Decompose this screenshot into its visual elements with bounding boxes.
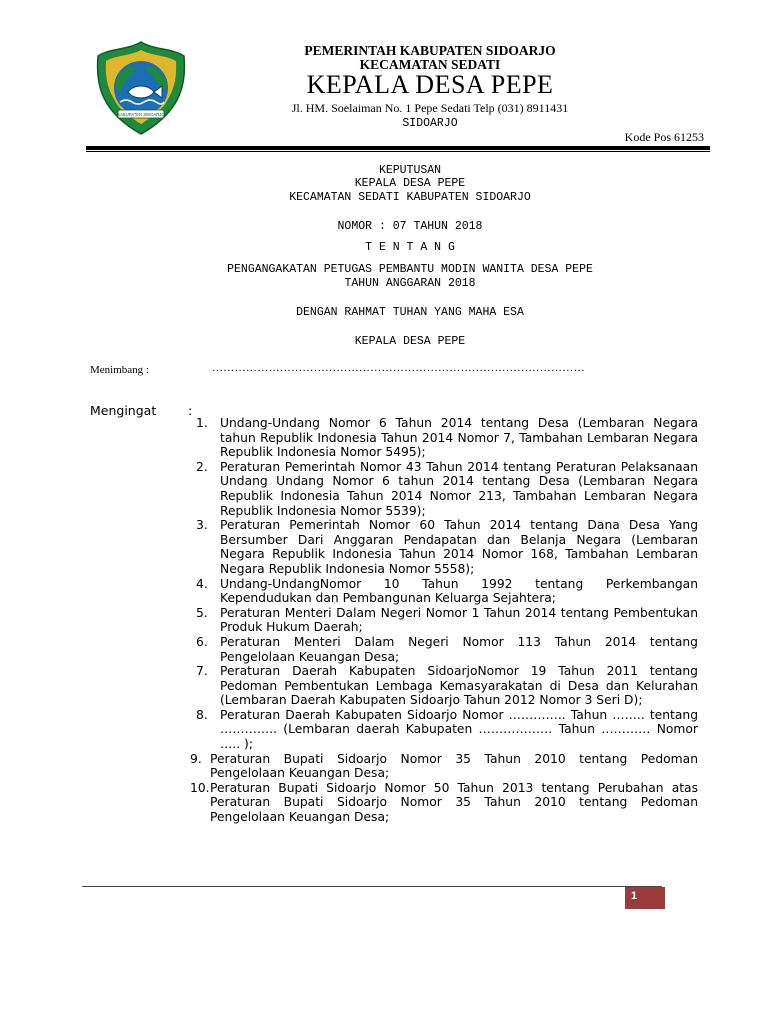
decision-signatory: KEPALA DESA PEPE bbox=[354, 335, 466, 348]
remembering-label: Mengingat bbox=[90, 403, 157, 418]
letterhead-district: KECAMATAN SEDATI bbox=[359, 57, 501, 72]
considering-label: Menimbang : bbox=[90, 364, 149, 376]
page-number-badge: 1 bbox=[625, 887, 665, 909]
list-item-text: Peraturan Bupati Sidoarjo Nomor 50 Tahun 2013 tentang Perubahan atas Peraturan Bupati Sidoarjo Nomor 35 Tahun 2010 tentang Pedoman Pengelolaan Keuangan Desa; bbox=[210, 780, 698, 825]
list-item-text: Peraturan Menteri Dalam Negeri Nomor 1 Tahun 2014 tentang Pembentukan Produk Hukum Daerah; bbox=[220, 605, 698, 635]
legal-basis-list bbox=[190, 416, 698, 825]
letterhead-office: KEPALA DESA PEPE bbox=[306, 70, 554, 99]
list-item bbox=[196, 635, 698, 664]
list-item-number: 9. bbox=[190, 751, 202, 766]
considering-placeholder: ……………………………………………………………………………………… bbox=[212, 362, 585, 374]
decision-subject-line2: TAHUN ANGGARAN 2018 bbox=[344, 277, 476, 290]
list-item-number: 4. bbox=[196, 576, 208, 591]
letterhead-city: SIDOARJO bbox=[402, 117, 458, 130]
list-item bbox=[196, 664, 698, 708]
list-item-text: Peraturan Bupati Sidoarjo Nomor 35 Tahun 2010 tentang Pedoman Pengelolaan Keuangan Desa; bbox=[210, 751, 698, 781]
list-item-text: Peraturan Pemerintah Nomor 43 Tahun 2014 tentang Peraturan Pelaksanaan Undang Undang Nomor 6 tahun 2014 tentang Desa (Lembaran Negara Republik Indonesia Tahun 2014 Nomor 213, Tambahan Lembaran Negara Republik Indonesia Nomor 5539); bbox=[220, 459, 698, 518]
list-item-number: 2. bbox=[196, 459, 208, 474]
letterhead-postal-code: Kode Pos 61253 bbox=[624, 130, 704, 144]
list-item-text: Peraturan Menteri Dalam Negeri Nomor 113 Tahun 2014 tentang Pengelolaan Keuangan Desa; bbox=[220, 634, 698, 664]
decision-issuer: KEPALA DESA PEPE bbox=[354, 177, 466, 190]
list-item bbox=[196, 577, 698, 606]
list-item-number: 1. bbox=[196, 416, 208, 430]
list-item bbox=[196, 518, 698, 576]
list-item bbox=[196, 708, 698, 752]
list-item-text: Peraturan Daerah Kabupaten SidoarjoNomor 19 Tahun 2011 tentang Pedoman Pembentukan Lembaga Kemasyarakatan di Desa dan Kelurahan (Lembaran Daerah Kabupaten Sidoarjo Tahun 2012 Nomor 3 Seri D); bbox=[220, 664, 698, 708]
letterhead-government: PEMERINTAH KABUPATEN SIDOARJO bbox=[304, 43, 556, 58]
letterhead-address: Jl. HM. Soelaiman No. 1 Pepe Sedati Telp (031) 8911431 bbox=[291, 101, 569, 115]
list-item-text: Peraturan Daerah Kabupaten Sidoarjo Nomor ………….. Tahun …….. tentang ………….. (Lembaran daerah Kabupaten ……………… Tahun ………… Nomor ….. ); bbox=[220, 707, 698, 752]
list-item-text: Undang-Undang Nomor 6 Tahun 2014 tentang Desa (Lembaran Negara tahun Republik Indonesia Tahun 2014 Nomor 7, Tambahan Lembaran Negara Republik Indonesia Nomor 5495); bbox=[220, 416, 698, 460]
logo-ribbon-text: KABUPATEN SIDOARJO bbox=[117, 112, 165, 117]
decision-heading: KEPUTUSAN bbox=[378, 164, 442, 177]
list-item-number: 6. bbox=[196, 634, 208, 649]
decision-number: NOMOR : 07 TAHUN 2018 bbox=[337, 220, 483, 233]
list-item-number: 7. bbox=[196, 664, 208, 679]
list-item-text: Peraturan Pemerintah Nomor 60 Tahun 2014 tentang Dana Desa Yang Bersumber Dari Anggaran Pendapatan dan Belanja Negara (Lembaran Negara Republik Indonesia Tahun 2014 Nomor 168, Tambahan Lembaran Negara Republik Indonesia Nomor 5558); bbox=[220, 518, 698, 576]
list-item bbox=[190, 780, 698, 825]
letterhead-divider-thin bbox=[86, 151, 710, 152]
list-item-number: 8. bbox=[196, 707, 208, 722]
list-item-text: Undang-UndangNomor 10 Tahun 1992 tentang Perkembangan Kependudukan dan Pembangunan Keluarga Sejahtera; bbox=[220, 576, 698, 606]
list-item bbox=[196, 416, 698, 460]
list-item bbox=[190, 751, 698, 781]
list-item-number: 10. bbox=[190, 780, 210, 795]
footer-divider bbox=[82, 886, 662, 887]
decision-subject-line1: PENGANGAKATAN PETUGAS PEMBANTU MODIN WANITA DESA PEPE bbox=[227, 263, 593, 276]
decision-blessing: DENGAN RAHMAT TUHAN YANG MAHA ESA bbox=[296, 306, 524, 319]
list-item bbox=[196, 606, 698, 635]
decision-region: KECAMATAN SEDATI KABUPATEN SIDOARJO bbox=[289, 191, 531, 204]
regency-logo bbox=[94, 40, 188, 136]
list-item bbox=[196, 460, 698, 518]
list-item-number: 5. bbox=[196, 605, 208, 620]
list-item-number: 3. bbox=[196, 518, 208, 533]
decision-about: T E N T A N G bbox=[365, 241, 455, 254]
letterhead-divider-thick bbox=[86, 146, 710, 150]
remembering-colon: : bbox=[188, 403, 193, 418]
